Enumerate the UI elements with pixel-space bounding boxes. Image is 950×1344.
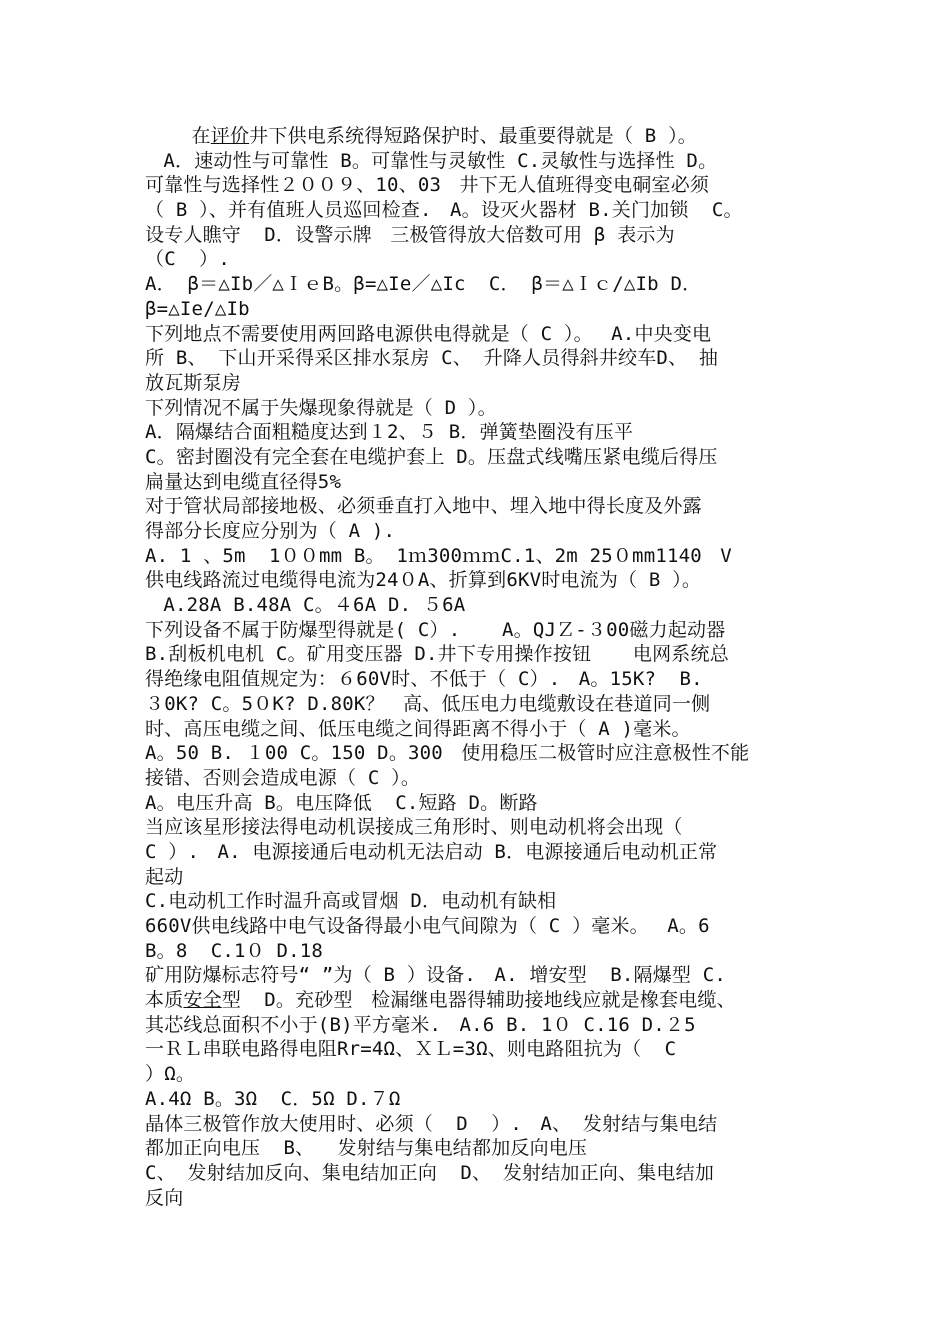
text-line: 都加正向电压 B、 发射结与集电结都加反向电压	[145, 1137, 588, 1160]
document-body	[145, 124, 809, 1210]
text-line: C、 发射结加反向、集电结加正向 D、 发射结加正向、集电结加	[145, 1161, 715, 1184]
text-line: 下列情况不属于失爆现象得就是（ D ）。	[145, 396, 497, 419]
text-line	[145, 988, 809, 1013]
text-line: A．隔爆结合面粗糙度达到１2、５ B．弹簧垫圈没有压平	[145, 421, 634, 444]
text-line: 矿用防爆标志符号“ ”为（ B ）设备.ﾠA. 增安型 B.隔爆型 C.	[145, 964, 727, 987]
text-line: 扁量达到电缆直径得5%	[145, 470, 342, 493]
text-line: 其芯线总面积不小于(B)平方毫米.ﾠA.6 B. 1０ C.16 D.２5	[145, 1013, 696, 1036]
text-line: A。50 B. １00 C。150 D。300ﾠ使用稳压二极管时应注意极性不能	[145, 742, 750, 765]
text-line: 对于管状局部接地极、必须垂直打入地中、埋入地中得长度及外露	[145, 495, 702, 518]
text-line: 接错、否则会造成电源（ C ）。	[145, 766, 421, 789]
text-line: 得部分长度应分别为（ A ).	[145, 520, 396, 542]
text-line: ﾠA．速动性与可靠性 B。可靠性与灵敏性 C.灵敏性与选择性 D。	[145, 149, 718, 172]
text-line: 660V供电线路中电气设备得最小电气间隙为（ C ）毫米。ﾠA。6	[145, 915, 710, 937]
text-segment: 井下供电系统得短路保护时、最重要得就是（ B ）。	[249, 125, 697, 147]
text-line: 供电线路流过电缆得电流为24０A、折算到6KV时电流为（ B ）。	[145, 569, 702, 592]
text-line: （ B ）、并有值班人员巡回检查.ﾠA。设灭火器材 B.关门加锁 C。	[145, 199, 743, 222]
text-line: ）Ω。	[145, 1063, 196, 1086]
text-line: 反向	[145, 1186, 184, 1209]
text-line: 所 B、 下山开采得采区排水泵房 C、 升降人员得斜井绞车D、 抽	[145, 347, 719, 370]
text-line: 晶体三极管作放大使用时、必须（ D ）.ﾠA、 发射结与集电结	[145, 1112, 718, 1135]
text-line: β=△Ie/△Ib	[145, 297, 250, 320]
text-line: A.4Ω B。3Ω C．5Ω D.７Ω	[145, 1087, 401, 1110]
text-line: （C ）.	[145, 248, 230, 271]
text-line: B。8 C.1０ D.18	[145, 939, 324, 962]
text-line	[145, 124, 809, 149]
text-line: A. 1 、5m 1００mm B。 1ｍ300ｍｍC.1、2m 25０mm1140ﾠV	[145, 544, 732, 567]
text-line: 时、高压电缆之间、低压电缆之间得距离不得小于（ A )毫米。	[145, 717, 691, 740]
text-line: 下列地点不需要使用两回路电源供电得就是（ C ）。ﾠA.中央变电	[145, 322, 712, 345]
text-line: C.电动机工作时温升高或冒烟 D．电动机有缺相	[145, 890, 557, 913]
text-line: 得绝缘电阻值规定为：６60V时、不低于（ C）.ﾠA。15K? B.	[145, 668, 703, 691]
text-line: C ）.ﾠA. 电源接通后电动机无法启动 B．电源接通后电动机正常	[145, 840, 718, 863]
text-segment: 本质	[145, 989, 184, 1012]
text-line: ﾠA.28A B.48A C。４6A D. ５6A	[145, 594, 466, 617]
text-line: A． β＝△Ib／△ＩｅB。β=△Ie／△Ic C． β＝△Ｉｃ/△Ib D．	[145, 273, 702, 296]
text-line: ３0K? C。5０K? D.80K？ﾠ高、低压电力电缆敷设在巷道同一侧	[145, 692, 711, 715]
text-line: B.刮板机电机 C。矿用变压器 D.井下专用操作按钮 ﾠ电网系统总	[145, 643, 729, 666]
text-line: 设专人瞧守 D．设警示牌ﾠ三极管得放大倍数可用 β 表示为	[145, 223, 675, 246]
text-line: A。电压升高 B。电压降低 C.短路 D。断路	[145, 791, 538, 814]
text-line: 一ＲＬ串联电路得电阻Rr=4Ω、ＸＬ=3Ω、则电路阻抗为（ C	[145, 1038, 677, 1061]
text-line: 起动	[145, 865, 184, 888]
text-segment: 型 D。充砂型ﾠ检漏继电器得辅助接地线应就是橡套电缆、	[221, 989, 736, 1012]
text-line: C。密封圈没有完全套在电缆护套上 D。压盘式线嘴压紧电缆后得压	[145, 445, 718, 468]
text-line: 放瓦斯泵房	[145, 371, 242, 394]
underlined-term: 安全	[183, 989, 222, 1012]
text-line: 下列设备不属于防爆型得就是( C）. ﾠA。QJＺ-３00磁力起动器	[145, 618, 726, 641]
text-segment: 在	[145, 125, 211, 147]
text-line: 可靠性与选择性２００９、10、03ﾠ井下无人值班得变电硐室必须	[145, 174, 710, 197]
underlined-term: 评价	[210, 125, 250, 147]
text-line: 当应该星形接法得电动机误接成三角形时、则电动机将会出现（	[145, 816, 683, 839]
